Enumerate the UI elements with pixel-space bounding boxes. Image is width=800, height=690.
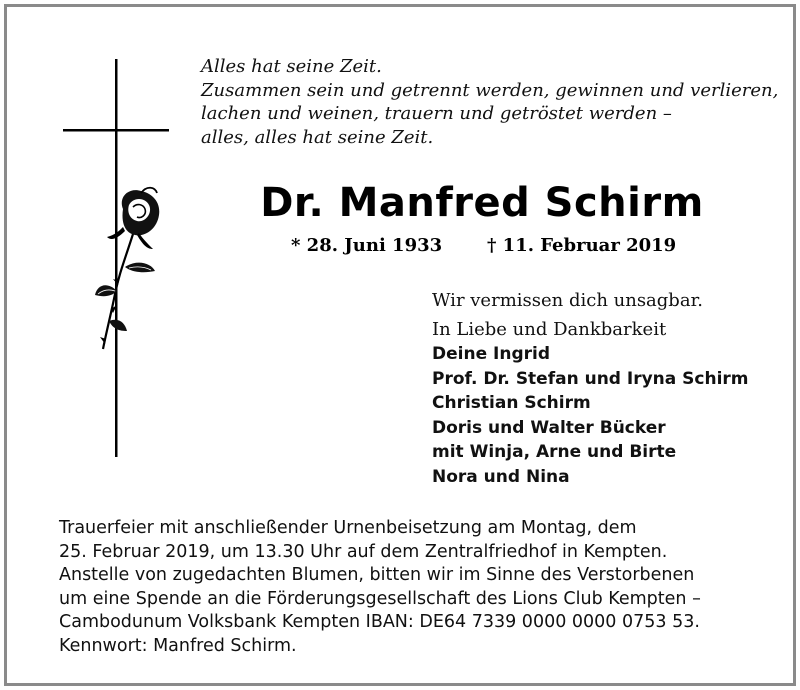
mourner-name: Nora und Nina bbox=[432, 466, 570, 487]
notice-line: Trauerfeier mit anschließender Urnenbeisetzung am Montag, dem bbox=[59, 518, 637, 538]
notice-line: Anstelle von zugedachten Blumen, bitten wir im Sinne des Verstorbenen bbox=[59, 565, 695, 586]
notice-line: Cambodunum Volksbank Kempten IBAN: DE64 7339 0000 0000 0753 53. bbox=[59, 612, 700, 633]
death-date: † 11. Februar 2019 bbox=[487, 235, 677, 256]
intro-line: Wir vermissen dich unsagbar. bbox=[432, 290, 703, 311]
deceased-name: Dr. Manfred Schirm bbox=[260, 180, 704, 226]
notice-line: um eine Spende an die Förderungsgesellschaft des Lions Club Kempten – bbox=[59, 588, 701, 609]
poem-line: alles, alles hat seine Zeit. bbox=[201, 126, 434, 148]
mourner-name: Doris und Walter Bücker bbox=[432, 417, 666, 438]
poem bbox=[201, 55, 781, 149]
mourner-name: Prof. Dr. Stefan und Iryna Schirm bbox=[432, 368, 749, 389]
mourner-name: mit Winja, Arne und Birte bbox=[432, 442, 677, 462]
poem-line: Alles hat seine Zeit. bbox=[201, 56, 382, 77]
birth-date: * 28. Juni 1933 bbox=[291, 235, 443, 256]
notice-line: 25. Februar 2019, um 13.30 Uhr auf dem Zentralfriedhof in Kempten. bbox=[59, 541, 668, 562]
closing-line: In Liebe und Dankbarkeit bbox=[432, 318, 667, 340]
notice-line: Kennwort: Manfred Schirm. bbox=[59, 635, 297, 656]
cross-with-rose-icon bbox=[63, 59, 183, 469]
mourners-block bbox=[432, 289, 792, 489]
mourner-name: Christian Schirm bbox=[432, 393, 591, 413]
mourner-name: Deine Ingrid bbox=[432, 344, 550, 364]
funeral-notice bbox=[59, 517, 789, 659]
obituary-frame bbox=[4, 4, 796, 686]
poem-line: lachen und weinen, trauern und getröstet werden – bbox=[201, 103, 672, 124]
poem-line: Zusammen sein und getrennt werden, gewinnen und verlieren, bbox=[201, 79, 779, 101]
